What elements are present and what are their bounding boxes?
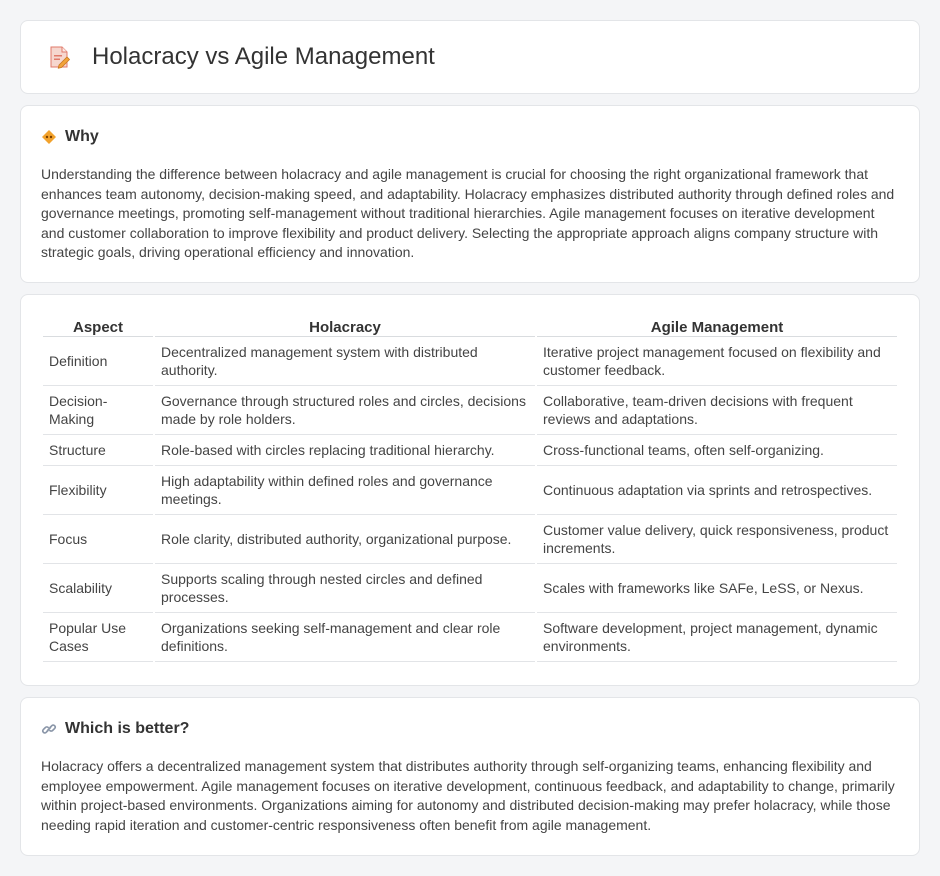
cell-aspect: Flexibility [43, 466, 153, 515]
cell-holacracy: Governance through structured roles and circles, decisions made by role holders. [155, 386, 535, 435]
table-header-row [43, 315, 897, 337]
better-heading [41, 720, 899, 738]
diamond-icon [41, 129, 57, 145]
which-is-better-section [20, 697, 920, 856]
cell-aspect: Scalability [43, 564, 153, 613]
cell-holacracy: Organizations seeking self-management and clear role definitions. [155, 613, 535, 662]
cell-aspect: Definition [43, 337, 153, 386]
table-row [43, 435, 897, 466]
cell-holacracy: Supports scaling through nested circles and defined processes. [155, 564, 535, 613]
cell-holacracy: Role-based with circles replacing traditional hierarchy. [155, 435, 535, 466]
better-text: Holacracy offers a decentralized management system that distributes authority through self-organizing teams, enhancing flexibility and employee empowerment. Agile management focuses on iterative development, continuous feedback, and adaptability to change, primarily within project-based environments. Organizations aiming for autonomy and distributed decision-making may prefer holacracy, while those needing rapid iteration and customer-centric responsiveness often benefit from agile management. [41, 758, 895, 833]
why-heading [41, 128, 899, 146]
comparison-table-card [20, 294, 920, 686]
cell-aspect: Focus [43, 515, 153, 564]
table-row [43, 466, 897, 515]
cell-agile: Scales with frameworks like SAFe, LeSS, or Nexus. [537, 564, 897, 613]
table-row [43, 337, 897, 386]
cell-aspect: Structure [43, 435, 153, 466]
cell-holacracy: Role clarity, distributed authority, organizational purpose. [155, 515, 535, 564]
why-text: Understanding the difference between holacracy and agile management is crucial for choosing the right organizational framework that enhances team autonomy, decision-making speed, and adaptability. Holacracy emphasizes distributed authority through defined roles and governance meetings, promoting self-management without traditional hierarchies. Agile management focuses on iterative development and customer collaboration to improve flexibility and product delivery. Selecting the appropriate approach aligns company structure with strategic goals, driving operational efficiency and innovation. [41, 166, 895, 261]
cell-holacracy: Decentralized management system with distributed authority. [155, 337, 535, 386]
cell-agile: Continuous adaptation via sprints and retrospectives. [537, 466, 897, 515]
better-heading-text: Which is better? [65, 720, 190, 737]
cell-holacracy: High adaptability within defined roles and governance meetings. [155, 466, 535, 515]
cell-aspect: Decision-Making [43, 386, 153, 435]
table-row [43, 613, 897, 662]
title-card [20, 20, 920, 94]
comparison-table [41, 315, 899, 662]
page-title: Holacracy vs Agile Management [92, 43, 435, 70]
cell-agile: Iterative project management focused on flexibility and customer feedback. [537, 337, 897, 386]
column-header-aspect: Aspect [43, 315, 153, 337]
why-heading-text: Why [65, 128, 99, 145]
table-row [43, 386, 897, 435]
table-row [43, 564, 897, 613]
cell-aspect: Popular Use Cases [43, 613, 153, 662]
cell-agile: Customer value delivery, quick responsiveness, product increments. [537, 515, 897, 564]
why-section [20, 105, 920, 283]
cell-agile: Software development, project management, dynamic environments. [537, 613, 897, 662]
column-header-agile: Agile Management [537, 315, 897, 337]
cell-agile: Cross-functional teams, often self-organizing. [537, 435, 897, 466]
document-pencil-icon [46, 44, 72, 70]
column-header-holacracy: Holacracy [155, 315, 535, 337]
link-icon [41, 721, 57, 737]
cell-agile: Collaborative, team-driven decisions with frequent reviews and adaptations. [537, 386, 897, 435]
table-row [43, 515, 897, 564]
